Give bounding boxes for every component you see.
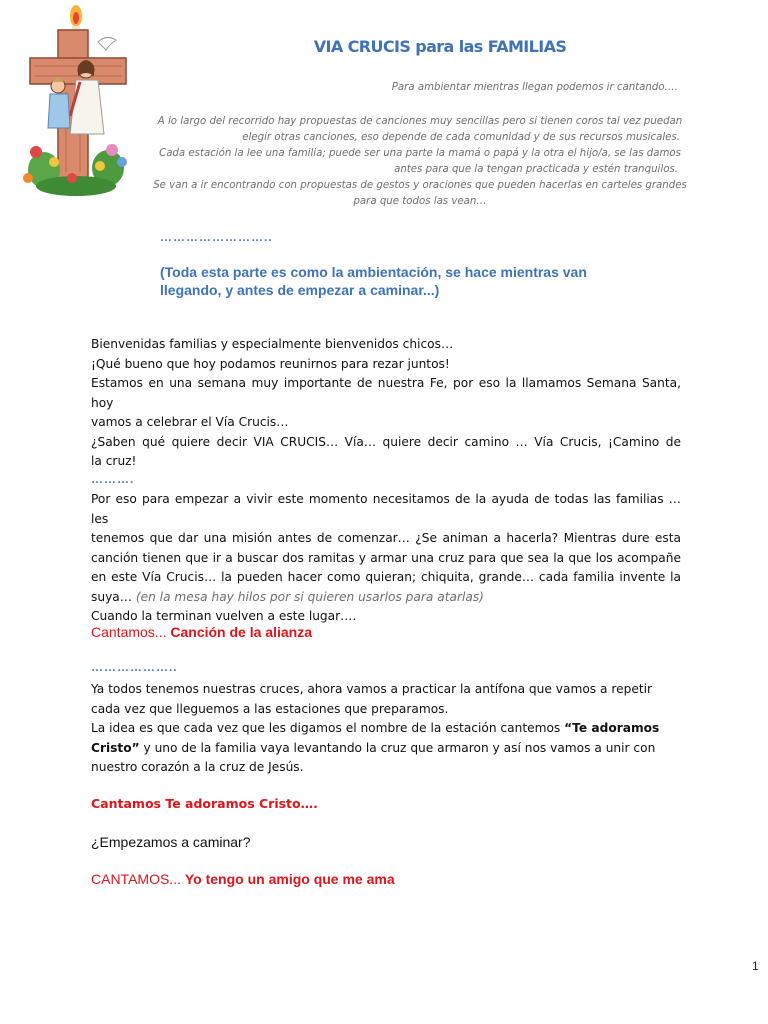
ambientacion-note: (Toda esta parte es como la ambientación, se hace mientras van llegando, y antes de empezar a caminar...): [160, 264, 587, 298]
page-number: 1: [752, 959, 759, 973]
mission-line: [91, 588, 681, 608]
intro-line: antes para que la tengan practicada y estén tranquilos.: [394, 164, 678, 175]
antiphon-paragraph: [91, 680, 681, 778]
song-cue: [91, 624, 312, 640]
antiphon-line: Ya todos tenemos nuestras cruces, ahora vamos a practicar la antífona que vamos a repetir: [91, 682, 652, 696]
welcome-line: vamos a celebrar el Vía Crucis…: [91, 415, 289, 429]
welcome-line: ¡Qué bueno que hoy podamos reunirnos para rezar juntos!: [91, 356, 450, 371]
song-cue-prefix: CANTAMOS...: [91, 871, 181, 887]
song-cue: [91, 871, 395, 887]
antiphon-line: [91, 719, 681, 739]
song-title: Yo tengo un amigo que me ama: [184, 871, 395, 887]
antiphon-line: nuestro corazón a la cruz de Jesús.: [91, 760, 304, 774]
antiphon-bold: “Te adoramos: [564, 721, 660, 735]
welcome-line: Bienvenidas familias y especialmente bienvenidos chicos…: [91, 337, 454, 351]
mission-note: (en la mesa hay hilos por si quieren usarlos para atarlas): [135, 589, 484, 604]
section-divider-dots: ……….: [91, 472, 135, 486]
intro-note: Para ambientar mientras llegan podemos ir cantando….: [391, 82, 678, 93]
intro-line: para que todos las vean…: [353, 196, 487, 207]
intro-line: elegir otras canciones, eso depende de cada comunidad y de sus recursos musicales.: [242, 132, 680, 143]
antiphon-line: cada vez que lleguemos a las estaciones que preparamos.: [91, 701, 449, 716]
mission-line: canción tienen que ir a buscar dos ramitas y armar una cruz para que sea la que los acompañe: [91, 550, 681, 565]
song-title: Canción de la alianza: [170, 624, 312, 640]
welcome-line: ¿Saben qué quiere decir VIA CRUCIS… Vía… quiere decir camino … Vía Crucis, ¡Camino de: [91, 434, 681, 449]
intro-line: Se van a ir encontrando con propuestas de gestos y oraciones que pueden hacerlas en carteles grandes: [153, 180, 687, 191]
song-cue-prefix: Cantamos...: [91, 624, 167, 640]
section-divider-dots: ………………..: [91, 660, 178, 674]
intro-line: Cada estación la lee una familia; puede ser una parte la mamá o papá y la otra el hijo/a, se las damos: [159, 148, 681, 159]
mission-line: Por eso para empezar a vivir este momento necesitamos de la ayuda de todas las familias … les: [91, 492, 681, 526]
section-divider-dots: ……………………..: [160, 230, 273, 244]
song-cue: Cantamos Te adoramos Cristo….: [91, 796, 318, 811]
antiphon-bold: Cristo”: [91, 740, 140, 755]
mission-paragraph: [91, 490, 681, 627]
welcome-line: Estamos en una semana muy importante de nuestra Fe, por eso la llamamos Semana Santa, hoy: [91, 376, 681, 410]
welcome-paragraph: [91, 335, 681, 472]
page-title: VIA CRUCIS para las FAMILIAS: [313, 37, 567, 56]
question-line: ¿Empezamos a caminar?: [91, 834, 251, 850]
antiphon-text: La idea es que cada vez que les digamos el nombre de la estación cantemos: [91, 721, 561, 735]
mission-text: suya…: [91, 589, 132, 604]
mission-line: Cuando la terminan vuelven a este lugar….: [91, 609, 357, 623]
intro-line: A lo largo del recorrido hay propuestas de canciones muy sencillas pero si tienen coros tal vez puedan: [157, 116, 683, 127]
welcome-line: la cruz!: [91, 454, 137, 468]
antiphon-line: [91, 739, 681, 759]
mission-line: en este Vía Crucis… la pueden hacer como quieran; chiquita, grande… cada familia invente la: [91, 570, 681, 584]
antiphon-text: y uno de la familia vaya levantando la cruz que armaron y así nos vamos a unir con: [139, 740, 656, 755]
intro-paragraph: [150, 114, 690, 210]
mission-line: tenemos que dar una misión antes de comenzar… ¿Se animan a hacerla? Mientras dure esta: [91, 531, 681, 545]
cross-illustration-icon: [14, 2, 138, 198]
